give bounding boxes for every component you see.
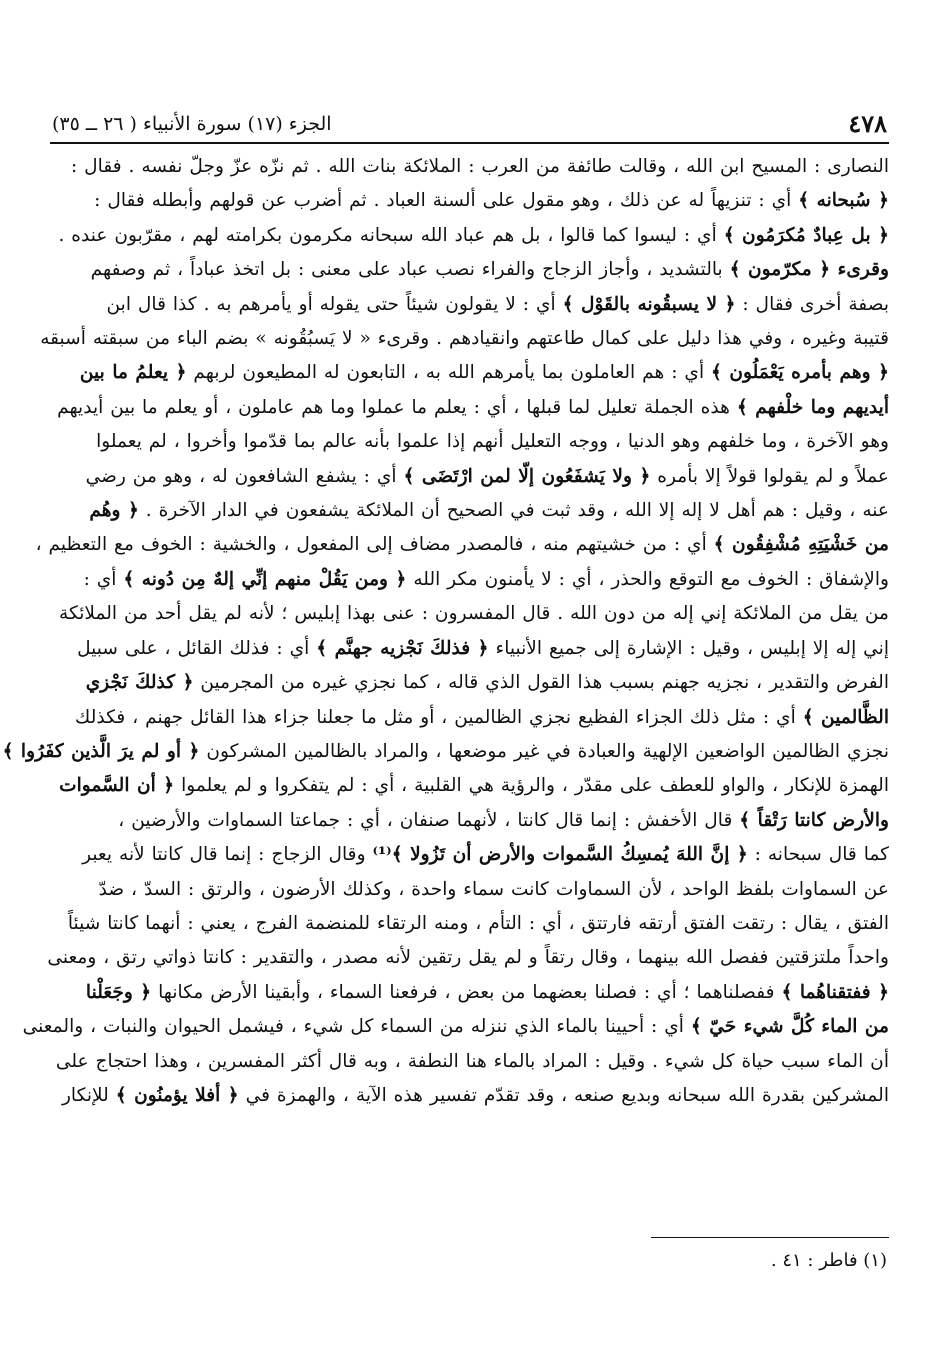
page-number: ٤٧٨: [848, 109, 887, 138]
commentary-text: أي :: [83, 568, 124, 590]
text-line: [50, 701, 889, 735]
quran-quote: ﴿ بل عِبادٌ مُكرَمُون ﴾: [723, 224, 889, 246]
quran-quote: ﴿ ففتقناهُما ﴾: [781, 981, 889, 1003]
commentary-text: هذه الجملة تعليل لما قبلها ، أي : يعلم ما عملوا وما هم عاملون ، أو يعلم ما بين أيديهم: [57, 396, 737, 418]
text-line: [50, 1079, 889, 1113]
text-line: [50, 425, 889, 459]
commentary-text: من يقل من الملائكة إني إله من دون الله . قال المفسرون : عنى بهذا إبليس ؛ لأنه لم يقل أحد من الملائكة: [58, 603, 889, 625]
text-line: [50, 838, 889, 872]
commentary-text: والإشفاق : الخوف مع التوقع والحذر ، أي : لا يأمنون مكر الله: [406, 568, 889, 590]
quran-quote: ﴿ يعلمُ ما بين: [79, 362, 187, 384]
commentary-text: للإنكار: [61, 1084, 116, 1106]
commentary-text: وهو الآخرة ، وما خلفهم وهو الدنيا ، ووجه التعليل أنهم إذا علموا بأنه عالم بما قدّموا وأخروا ، لم يعملوا: [96, 431, 889, 453]
commentary-text: أي : هم العاملون بما يأمرهم الله به ، التابعون له المطيعون لربهم: [186, 362, 712, 384]
quran-quote: ﴿ وهم بأمره يَعْمَلُون ﴾: [711, 362, 889, 384]
commentary-text: واحداً ملتزقتين ففصل الله بينهما ، وقال رتقاً و لم يقل رتقين لأنه مصدر ، والتقدير : كانتا ذواتي رتق ، ومعنى: [47, 947, 889, 969]
text-line: [50, 356, 889, 390]
text-line: [50, 907, 889, 941]
text-line: [50, 976, 889, 1010]
quran-quote: من خَشْيَتِهِ مُشْفِقُون ﴾: [713, 534, 889, 556]
quran-quote: من الماء كُلَّ شيء حَيّ ﴾: [690, 1016, 889, 1038]
commentary-text: أي : ليسوا كما قالوا ، بل هم عباد الله سبحانه مكرمون بكرامته لهم ، مقرّبون عنده .: [58, 224, 724, 246]
text-line: [50, 253, 889, 287]
quran-quote: ﴿ كذلكَ نَجْزي: [85, 672, 194, 694]
quran-quote: ﴿ ولا يَشفَعُون إلّا لمن ارْتَضَى ﴾: [403, 465, 651, 487]
commentary-text: الفتق ، يقال : رتقت الفتق أرتقه فارتتق ، أي : التأم ، ومنه الرتقاء للمنضمة الفرج ، يعني : أنهما كانتا شيئاً: [67, 912, 889, 934]
text-line: [35, 528, 889, 562]
text-line: [50, 184, 889, 218]
commentary-text: أي : لا يقولون شيئاً حتى يقوله أو يأمرهم به . كذا قال ابن: [106, 293, 563, 315]
commentary-text: إني إله إلا إبليس ، وقيل : الإشارة إلى جميع الأنبياء: [488, 637, 889, 659]
commentary-text: عملاً و لم يقولوا قولاً إلا بأمره: [650, 465, 889, 487]
text-line: [22, 1010, 889, 1044]
text-line: [50, 563, 889, 597]
text-line: [50, 804, 889, 838]
commentary-text: أي : من خشيتهم منه ، فالمصدر مضاف إلى المفعول ، والخشية : الخوف مع التعظيم ،: [35, 534, 714, 556]
commentary-text: بصفة أخرى فقال :: [735, 293, 889, 315]
commentary-text: ففصلناهما ؛ أي : فصلنا بعضهما من بعض ، فرفعنا السماء ، وأبقينا الأرض مكانها: [151, 981, 782, 1003]
text-line: [50, 769, 889, 803]
text-line: [40, 322, 889, 356]
commentary-text: كما قال سبحانه :: [747, 844, 889, 866]
commentary-text: بالتشديد ، وأجاز الزجاج والفراء نصب عباد على معنى : بل اتخذ عباداً ، ثم وصفهم: [90, 259, 730, 281]
page-header: [52, 92, 887, 138]
commentary-text: الهمزة للإنكار ، والواو للعطف على مقدّر ، والرؤية هي القلبية ، أي : لم يتفكروا و لم يعلموا: [174, 775, 889, 797]
quran-quote: ﴿ أن السَّموات: [59, 775, 175, 797]
commentary-text: نجزي الظالمين الواضعين الإلهية والعبادة في غير موضعها ، والمراد بالظالمين المشركون: [199, 740, 889, 762]
text-line: [50, 494, 889, 528]
text-line: [50, 873, 889, 907]
quran-quote: ﴿ أفلا يؤمنُون ﴾: [115, 1084, 239, 1106]
commentary-text: أي : فذلك القائل ، على سبيل: [77, 637, 317, 659]
text-line: [47, 941, 889, 975]
commentary-text: أي : يشفع الشافعون له ، وهو من رضي: [85, 465, 404, 487]
commentary-text: أي : مثل ذلك الجزاء الفظيع نجزي الظالمين ، أو مثل ما جعلنا جزاء هذا القائل جهنم ، فكذلك: [75, 706, 803, 728]
commentary-text: عن السماوات بلفظ الواحد ، لأن السماوات كانت سماء واحدة ، وكذلك الأرضون ، والرتق : السدّ ، ضدّ: [98, 878, 889, 900]
text-line: [50, 597, 889, 631]
commentary-text: أي : أحيينا بالماء الذي ننزله من السماء كل شيء ، فيشمل الحيوان والنبات ، والمعنى: [22, 1016, 691, 1038]
text-line: [50, 1045, 889, 1079]
text-line: [50, 150, 889, 184]
commentary-text: الفرض والتقدير ، نجزيه جهنم بسبب هذا القول الذي قاله ، كما نجزي غيره من المجرمين: [193, 672, 889, 694]
text-line: [2, 735, 889, 769]
commentary-text: وقال الزجاج : إنما قال كانتا لأنه يعبر: [82, 844, 373, 866]
commentary-text: المشركين بقدرة الله سبحانه وبديع صنعه ، وقد تقدّم تفسير هذه الآية ، والهمزة في: [238, 1084, 889, 1106]
text-line: [50, 219, 889, 253]
text-line: [50, 460, 889, 494]
footnote: (١) فاطر : ٤١ .: [770, 1250, 887, 1271]
header-rule: [50, 142, 889, 144]
quran-quote: ﴿ سُبحانه ﴾: [798, 190, 889, 212]
quran-quote: ﴿ ومن يَقُلْ منهم إنِّي إلهٌ مِن دُونه ﴾: [123, 568, 407, 590]
quran-quote: والأرض كانتا رَتْقاً ﴾: [739, 809, 889, 831]
running-head: الجزء (١٧) سورة الأنبياء ( ٢٦ ــ ٣٥): [52, 113, 332, 135]
quran-quote: ﴿ فذلكَ نَجْزيه جهنَّم ﴾: [316, 637, 489, 659]
quran-quote: ﴿ وجَعَلْنا: [85, 981, 152, 1003]
footnote-rule: [651, 1237, 889, 1238]
text-line: [50, 288, 889, 322]
quran-quote: ﴿ أو لم يرَ الَّذين كفَرُوا ﴾: [2, 740, 200, 762]
body-text: [2, 150, 889, 1113]
quran-quote: وقرىء ﴿ مكرّمون ﴾: [729, 259, 889, 281]
commentary-text: النصارى : المسيح ابن الله ، وقالت طائفة من العرب : الملائكة بنات الله . ثم نزّه عزّ وجلّ نفسه . فقال :: [70, 156, 889, 177]
text-line: [50, 391, 889, 425]
commentary-text: قتيبة وغيره ، وفي هذا دليل على كمال طاعتهم وانقيادهم . وقرىء « لا يَسبُقُونه » بضم الباء من سبقته أسبقه: [40, 328, 889, 350]
commentary-text: أي : تنزيهاً له عن ذلك ، وهو مقول على ألسنة العباد . ثم أضرب عن قولهم وأبطله فقال :: [94, 190, 799, 212]
quran-quote: ﴿ وهُم: [89, 500, 139, 522]
quran-quote: أيديهم وما خلْفهم ﴾: [736, 396, 889, 418]
quran-quote: الظَّالمين ﴾: [802, 706, 889, 728]
text-line: [50, 666, 889, 700]
commentary-text: قال الأخفش : إنما قال كانتا ، لأنهما صنفان ، أي : جماعتا السماوات والأرضين ،: [118, 809, 740, 831]
quran-quote: ﴿ لا يسبقُونه بالقَوْل ﴾: [562, 293, 736, 315]
quran-quote: ﴿ إنَّ اللهَ يُمسِكُ السَّموات والأرض أن تَزُولا ﴾⁽¹⁾: [372, 844, 748, 866]
commentary-text: عنه ، وقيل : هم أهل لا إله إلا الله ، وقد ثبت في الصحيح أن الملائكة يشفعون في الدار الآخرة .: [138, 500, 889, 522]
commentary-text: أن الماء سبب حياة كل شيء . وقيل : المراد بالماء هنا النطفة ، وبه قال أكثر المفسرين ، وهذا احتجاج على: [55, 1050, 889, 1072]
text-line: [50, 632, 889, 666]
